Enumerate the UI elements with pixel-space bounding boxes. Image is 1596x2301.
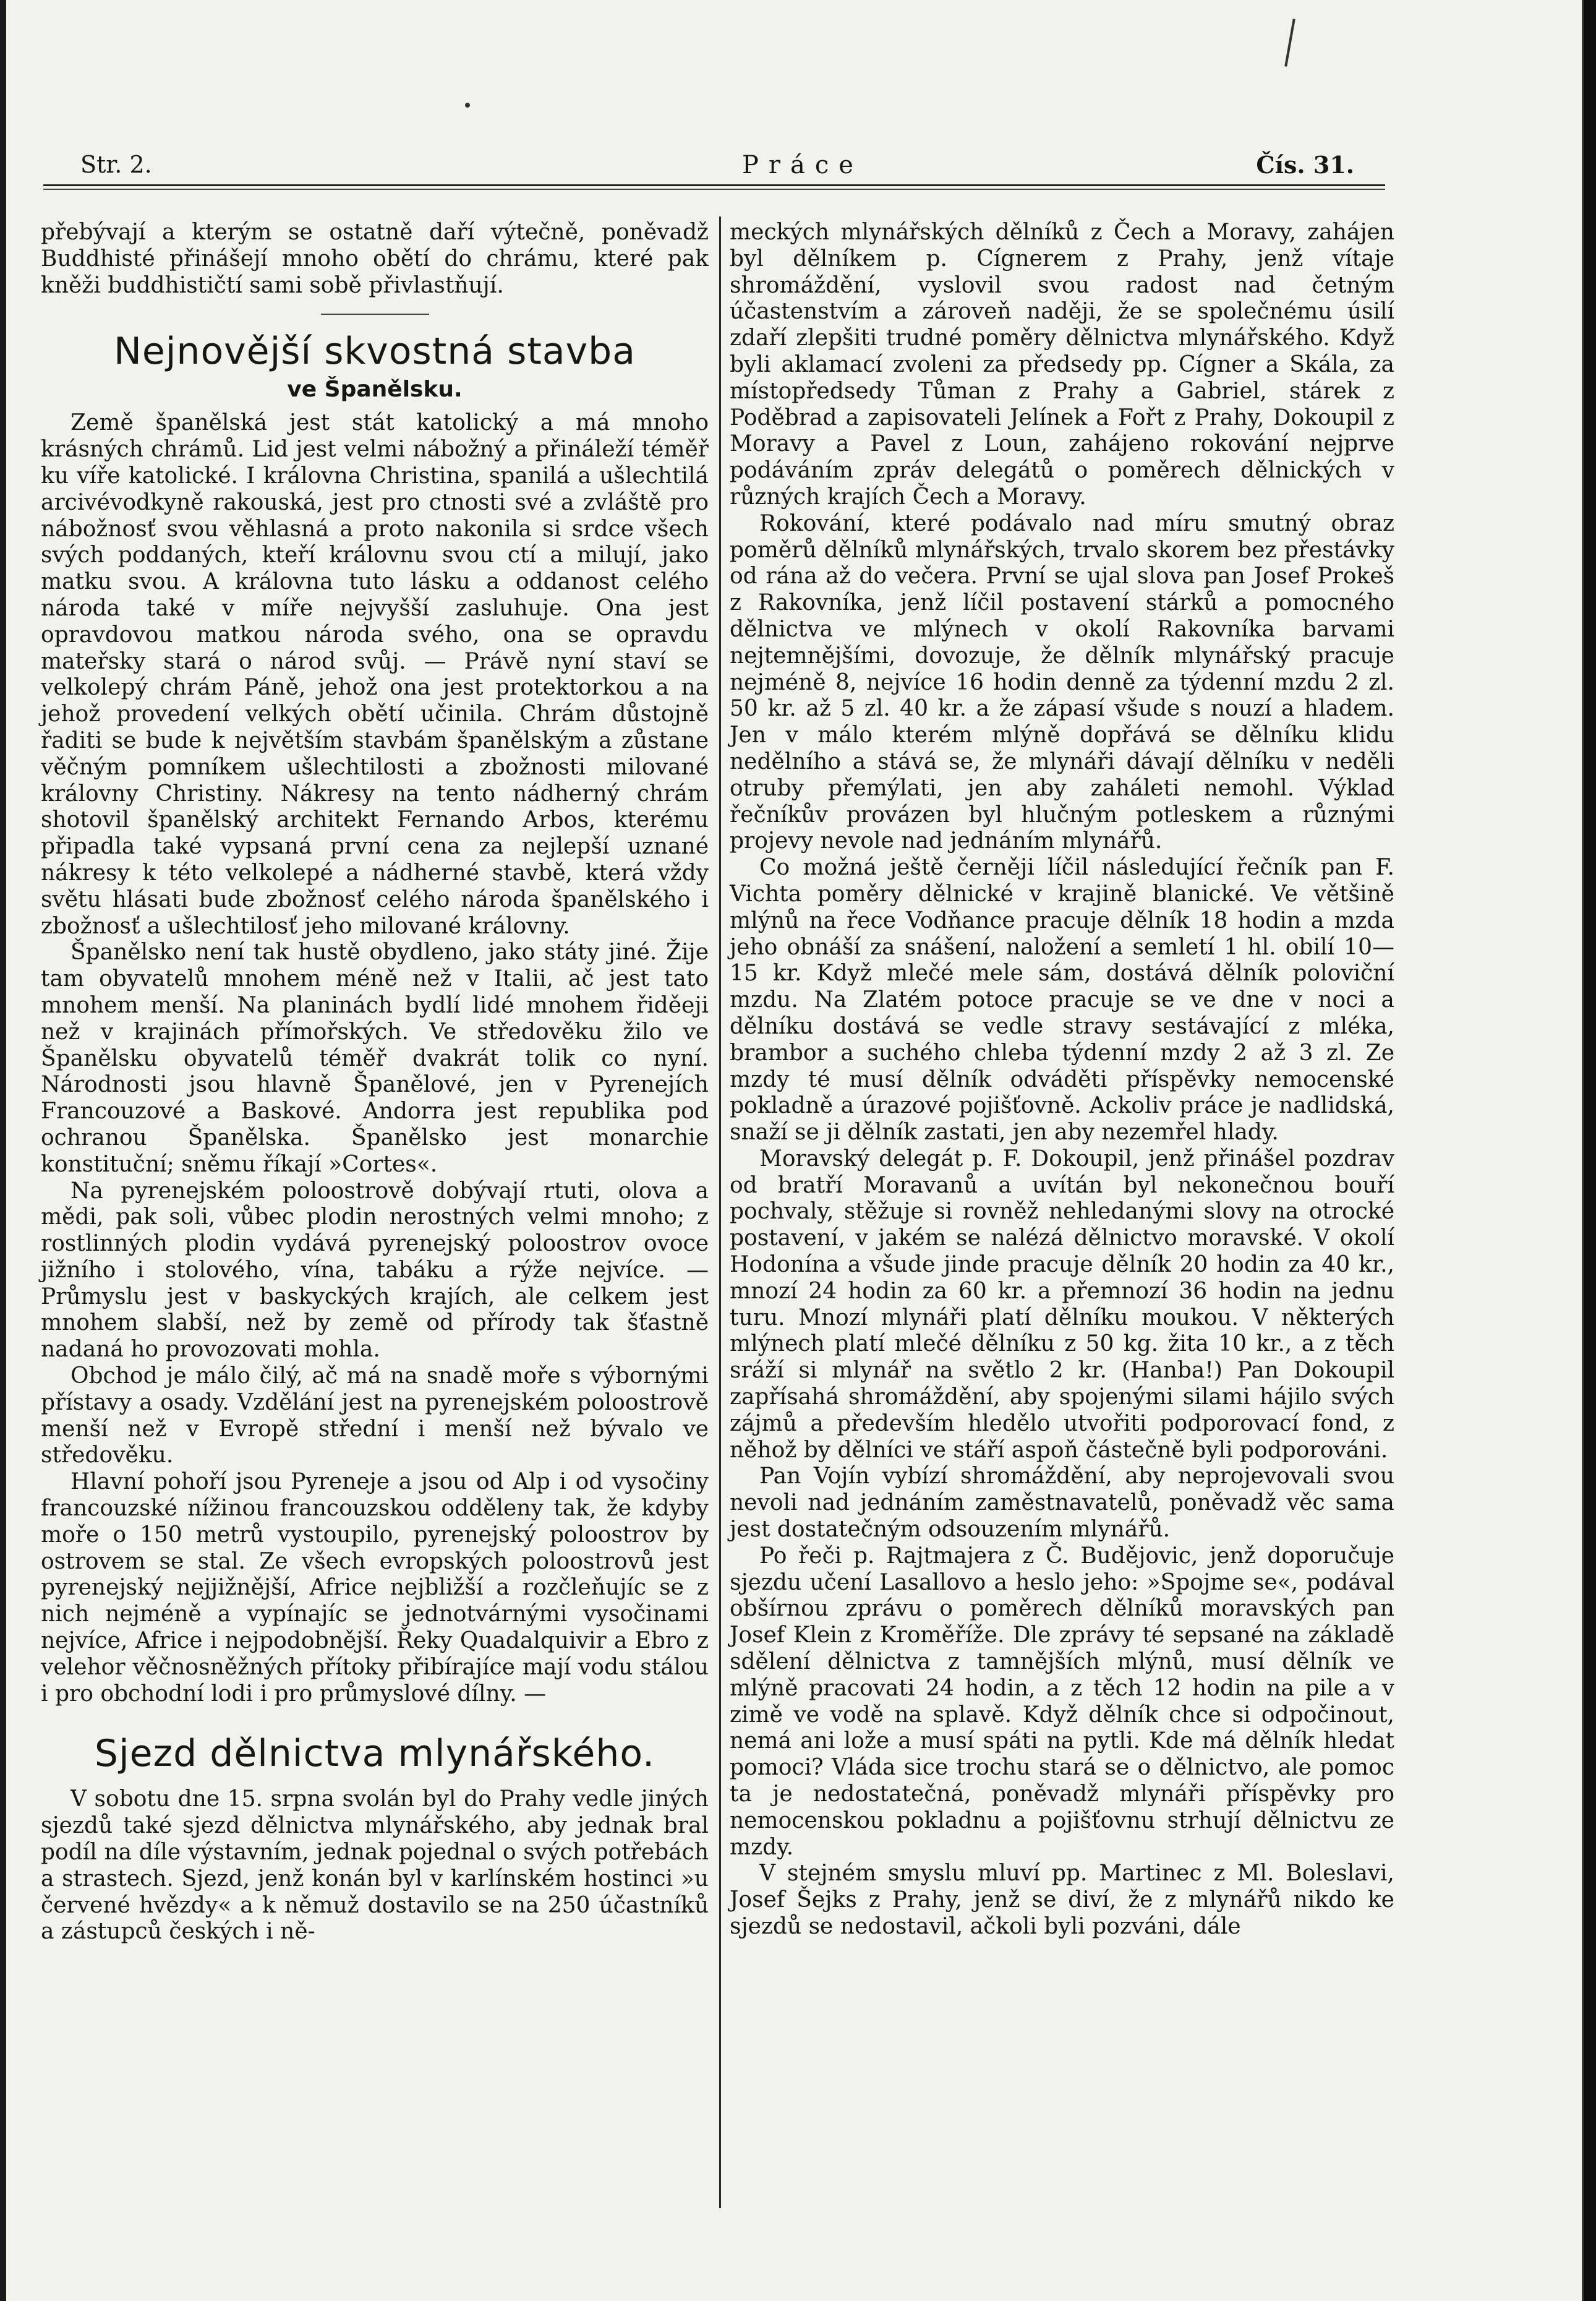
right-column xyxy=(730,220,1394,1940)
scan-scratch xyxy=(1284,19,1295,67)
header-rule xyxy=(43,184,1385,186)
article-paragraph: Obchod je málo čilý, ač má na snadě moře s výbornými přístavy a osady. Vzdělání jest na pyrenejském poloostrově menší než v Evropě střední i menší než bývalo ve středověku. xyxy=(41,1363,709,1468)
title-gap xyxy=(41,1776,709,1786)
article-paragraph: Moravský delegát p. F. Dokoupil, jenž přinášel pozdrav od bratří Moravanů a uvítán byl nekonečnou bouří pochvaly, stěžuje si rovněž nehledanými slovy na otrocké postavení, v jakém se nalézá dělnictvo moravské. V okolí Hodonína a všude jinde pracuje dělník 20 hodin za 40 kr., mnozí 24 hodin za 60 kr. a přemnozí 36 hodin na jednu turu. Mnozí mlynáři platí dělníku moukou. V některých mlýnech platí mlečé dělníku z 50 kg. žita 10 kr., a z těch sráží si mlynář na světlo 2 kr. (Hanba!) Pan Dokoupil zapřísahá shromáždění, aby spojenými silami hájilo svých zájmů a především hledělo utvořiti podporovací fond, z něhož by dělníci ve stáří aspoň částečně byli podporováni. xyxy=(730,1146,1394,1463)
column-divider xyxy=(719,216,721,2208)
article-paragraph: Rokování, které podávalo nad míru smutný obraz poměrů dělníků mlynářských, trvalo skorem bez přestávky od rána až do večera. První se ujal slova pan Josef Prokeš z Rakovníka, jenž líčil postavení stárků a pomocného dělnictva ve mlýnech v okolí Rakovníka barvami nejtemnějšími, dovozuje, že dělník mlynářský pracuje nejméně 8, nejvíce 16 hodin denně za týdenní mzdu 2 zl. 50 kr. až 5 zl. 40 kr. a že zápasí všude s nouzí a hladem. Jen v málo kterém mlýně dopřává se dělníku klidu nedělního a stává se, že mlynáři dávají dělníku v neděli otruby přemýlati, jen aby zaháleti nemohl. Výklad řečníkův provázen byl hlučným potleskem a různými projevy nevole nad jednáním mlynářů. xyxy=(730,510,1394,854)
article-paragraph: Co možná ještě černěji líčil následující řečník pan F. Vichta poměry dělnické v krajině blanické. Ve většině mlýnů na řece Vodňance pracuje dělník 18 hodin a mzda jeho obnáší za snášení, naložení a semletí 1 hl. obilí 10—15 kr. Když mlečé mele sám, dostává dělník poloviční mzdu. Na Zlatém potoce pracuje se ve dne v noci a dělníku dostává se vedle stravy sestávající z mléka, brambor a suchého chleba týdenní mzdy 2 až 3 zl. Ze mzdy té musí dělník odváděti příspěvky nemocenské pokladně a úrazové pojišťovně. Ackoliv práce je nadlidská, snaží se ji dělník zastati, jen aby nezemřel hlady. xyxy=(730,855,1394,1146)
article-title-cathedral: Nejnovější skvostná stavba xyxy=(113,330,636,374)
scan-right-edge-line xyxy=(1582,0,1584,2301)
page-number: Str. 2. xyxy=(80,151,152,178)
article-paragraph: V sobotu dne 15. srpna svolán byl do Prahy vedle jiných sjezdů také sjezd dělnictva mlynářského, aby jednak bral podíl na díle výstavním, jednak pojednal o svých potřebách a strastech. Sjezd, jenž konán byl v karlínském hostinci »u červené hvězdy« a k němuž dostavilo se na 250 účastníků a zástupců českých i ně- xyxy=(41,1786,709,1945)
article-paragraph: Na pyrenejském poloostrově dobývají rtuti, olova a mědi, pak soli, vůbec plodin nerostných velmi mnoho; z rostlinných plodin vydává pyrenejský poloostrov ovoce jižního i stolového, vína, tabáku a rýže nejvíce. — Průmyslu jest v baskyckých krajích, ale celkem jest mnohem slabší, než by země od přírody tak šťastně nadaná ho provozovati mohla. xyxy=(41,1178,709,1363)
article-paragraph: Země španělská jest stát katolický a má mnoho krásných chrámů. Lid jest velmi nábožný a přináleží téměř ku víře katolické. I královna Christina, spanilá a ušlechtilá arcivévodkyně rakouská, jest pro ctnosti své a zvláště pro nábožnosť svou věhlasná a proto nakonila si srdce všech svých poddaných, kteří královnu svou ctí a milují, jako matku svou. A královna tuto lásku a oddanost celého národa také v míře nejvyšší zasluhuje. Ona jest opravdovou matkou národa svého, ona se opravdu mateřsky stará o národ svůj. — Právě nyní staví se velkolepý chrám Páně, jehož ona jest protektorkou a na jehož provedení velkých obětí učinila. Chrám důstojně řaditi se bude k největším stavbám španělským a zůstane věčným pomníkem ušlechtilosti a zbožnosti milované královny Christiny. Nákresy na tento nádherný chrám shotovil španělský architekt Fernando Arbos, kterému připadla také vypsaná první cena za nejlepší uznané nákresy k této velkolepé a nádherné stavbě, která vždy světu hlásati bude zbožnosť celého národa španělského i zbožnosť a ušlechtilosť jeho milované královny. xyxy=(41,410,709,939)
article-paragraph: V stejném smyslu mluví pp. Martinec z Ml. Boleslavi, Josef Šejks z Prahy, jenž se diví, že z mlynářů nikdo ke sjezdů se nedostavil, ačkoli byli pozváni, dále xyxy=(730,1861,1394,1939)
article-paragraph: Po řeči p. Rajtmajera z Č. Budějovic, jenž doporučuje sjezdu učení Lasallovo a heslo jeho: »Spojme se«, podával obšírnou zprávu o poměrech dělníků moravských pan Josef Klein z Kroměříže. Dle zprávy té sepsané na základě sdělení dělnictva z tamnějších mlýnů, musí dělník ve mlýně pracovati 24 hodin, a z těch 12 hodin na pile a v zimě ve vodě na splavě. Když dělník chce si odpočinout, nemá ani lože a musí spáti na pytli. Kde má dělník hledat pomoci? Vláda sice trochu stará se o dělnictvo, ale pomoc ta je nedostatečná, poněvadž mlynáři příspěvky pro nemocenskou pokladnu a pojišťovnu strhují dělnictvu ze mzdy. xyxy=(730,1543,1394,1860)
ink-speck xyxy=(465,103,470,108)
article-separator xyxy=(321,314,429,315)
header-rule-second xyxy=(43,189,1385,190)
article-subtitle-cathedral: ve Španělsku. xyxy=(287,377,463,403)
left-column xyxy=(41,220,709,1945)
issue-number: Čís. 31. xyxy=(1256,151,1354,179)
article-paragraph: Pan Vojín vybízí shromáždění, aby neprojevovali svou nevoli nad jednáním zaměstnavatelů, poněvadž věc sama jest dostatečným odsouzením mlynářů. xyxy=(730,1463,1394,1543)
article-paragraph: Hlavní pohoří jsou Pyreneje a jsou od Alp i od vysočiny francouzské nížinou francouzskou odděleny tak, že kdyby moře o 150 metrů vystoupilo, pyrenejský poloostrov by ostrovem se stal. Ze všech evropských poloostrovů jest pyrenejský nejjižnější, Africe nejbližší a rozčleňujíc se z nich nejméně a vypínajíc se jednotvárnými vysočinami nejvíce, Africe i nejpodobnější. Řeky Quadalquivir a Ebro z velehor věčnosněžných přítoky přibírajíce mají vodu stálou i pro obchodní lodi i pro průmyslové dílny. — xyxy=(41,1469,709,1707)
carryover-paragraph: přebývají a kterým se ostatně daří výtečně, poněvadž Buddhisté přinášejí mnoho obětí do chrámu, které pak kněži buddhističtí sami sobě přivlastňují. xyxy=(41,220,709,298)
article-title-millers: Sjezd dělnictva mlynářského. xyxy=(94,1732,655,1776)
newspaper-title: Práce xyxy=(742,151,863,179)
article-gap xyxy=(41,1707,709,1731)
scan-right-edge xyxy=(1584,0,1596,2301)
article-paragraph: Španělsko není tak hustě obydleno, jako státy jiné. Žije tam obyvatelů mnohem méně než v Italii, ač jest tato mnohem menší. Na planinách bydlí lidé mnohem řiděeji než v krajinách přímořských. Ve středověku žilo ve Španělsku obyvatelů téměř dvakrát tolik co nyní. Národnosti jsou hlavně Španělové, jen v Pyrenejích Francouzové a Baskové. Andorra jest republika pod ochranou Španělska. Španělsko jest monarchie konstituční; sněmu říkají »Cortes«. xyxy=(41,940,709,1177)
page-header xyxy=(80,151,1354,182)
scan-left-edge xyxy=(0,0,6,2301)
article-paragraph: meckých mlynářských dělníků z Čech a Moravy, zahájen byl dělníkem p. Cígnerem z Prahy, jenž vítaje shromáždění, vyslovil svou radost nad četným účastenstvím a zároveň naději, že se společnému úsilí zdaří zlepšiti trudné poměry dělnictva mlynářského. Když byli aklamací zvoleni za předsedy pp. Cígner a Skála, za místopředsedy Tůman z Prahy a Gabriel, stárek z Poděbrad a zapisovateli Jelínek a Fořt z Prahy, Dokoupil z Moravy a Pavel z Loun, zahájeno rokování nejprve podáváním zpráv delegátů o poměrech dělnických v různých krajích Čech a Moravy. xyxy=(730,220,1394,510)
